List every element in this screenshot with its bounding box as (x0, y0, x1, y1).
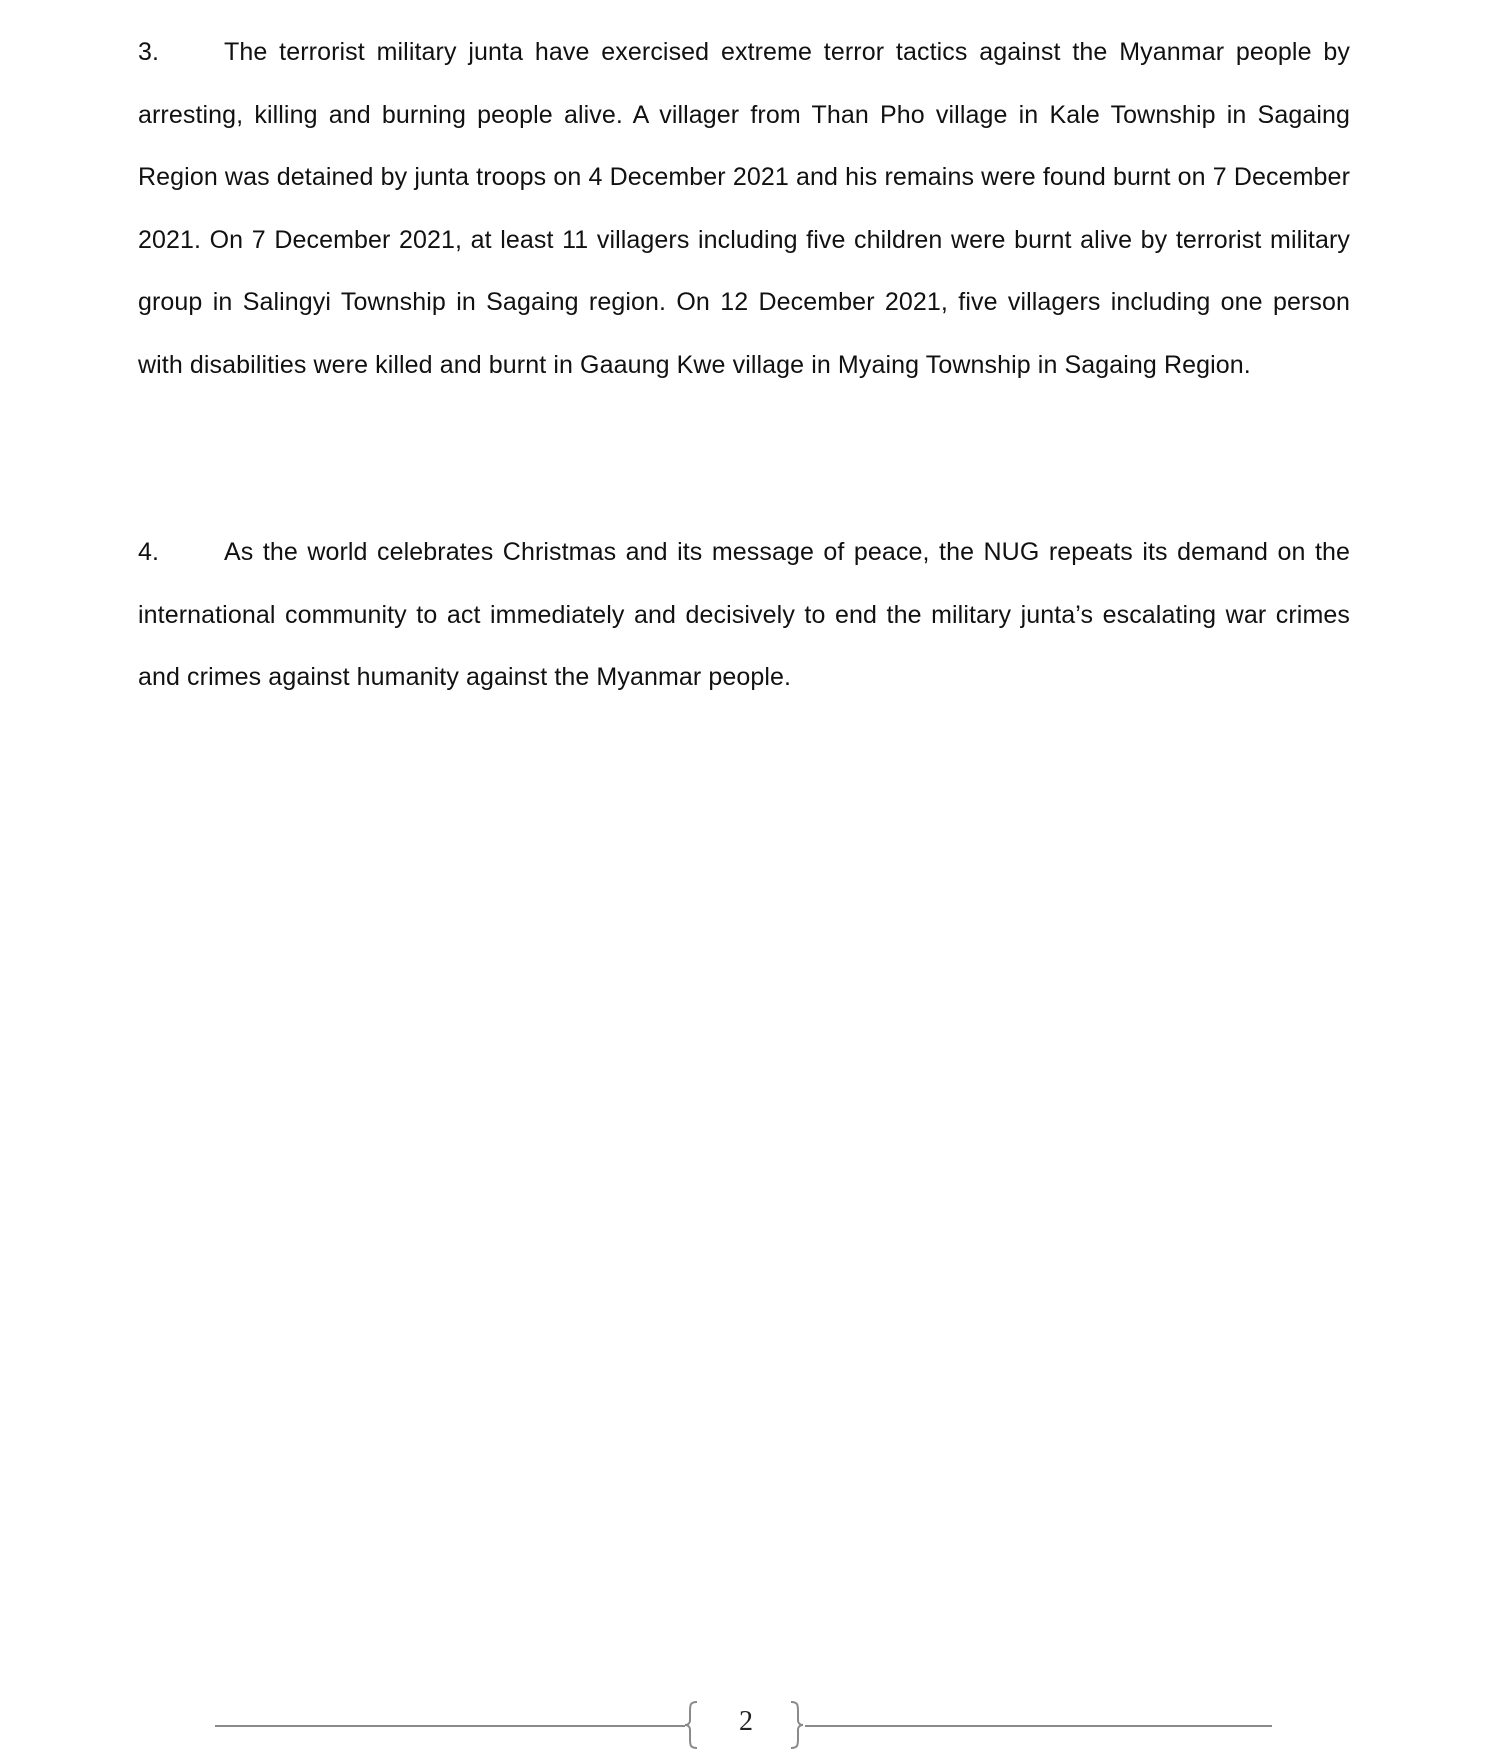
paragraph-4 (138, 521, 1350, 709)
paragraph-number: 4. (138, 538, 160, 566)
paragraph-text: As the world celebrates Christmas and its message of peace, the NUG repeats its demand on the international community to act immediately and decisively to end the military junta’s escalating war crimes and crimes against humanity against the Myanmar people. (138, 538, 1350, 691)
paragraph-3 (138, 21, 1350, 396)
left-brace-icon (683, 1700, 699, 1750)
paragraph-text: The terrorist military junta have exercised extreme terror tactics against the Myanmar people by arresting, killing and burning people alive. A villager from Than Pho village in Kale Township in Sagaing Region was detained by junta troops on 4 December 2021 and his remains were found burnt on 7 December 2021. On 7 December 2021, at least 11 villagers including five children were burnt alive by terrorist military group in Salingyi Township in Sagaing region. On 12 December 2021, five villagers including one person with disabilities were killed and burnt in Gaaung Kwe village in Myaing Township in Sagaing Region. (138, 38, 1350, 379)
paragraph-number: 3. (138, 38, 160, 66)
footer-rule-right (805, 1725, 1272, 1727)
right-brace-icon (789, 1700, 805, 1750)
page-number: 2 (739, 1706, 753, 1737)
page-footer (215, 1700, 1272, 1750)
footer-rule-left (215, 1725, 685, 1727)
